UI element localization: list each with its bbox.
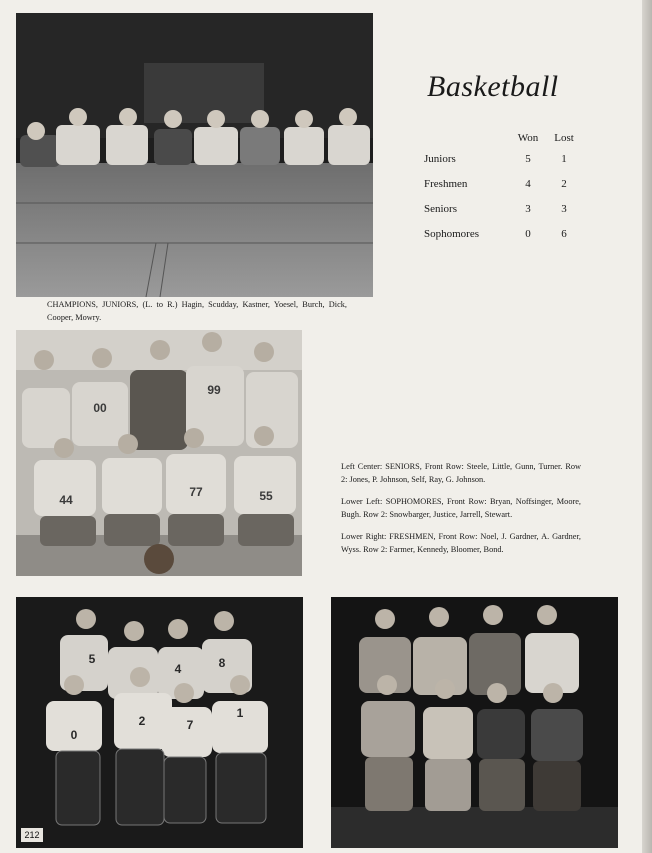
table-row [424,196,582,221]
freshmen-caption: Lower Right: FRESHMEN, Front Row: Noel, J. Gardner, A. Gardner, Wyss. Row 2: Farmer, Kennedy, Bloomer, Bond. [341,532,581,554]
page-title: Basketball [427,70,559,103]
team-name: Seniors [424,202,457,215]
jersey-number: 77 [189,485,203,499]
won-header: Won [517,132,539,144]
team-name: Juniors [424,152,456,165]
page-edge [642,0,652,853]
page-number: 212 [21,828,43,842]
sophomores-caption: Lower Left: SOPHOMORES, Front Row: Bryan, Noffsinger, Moore, Bugh. Row 2: Snowbarger, Justice, Jarrell, Stewart. [341,497,581,519]
jersey-number: 7 [186,718,194,732]
standings-table [424,130,582,246]
jersey-number: 55 [259,489,273,503]
jersey-number: 8 [218,656,226,670]
won-value: 0 [525,227,531,240]
sophomores-team-photo [16,597,303,848]
jersey-number: 00 [93,401,107,415]
team-name: Freshmen [424,177,468,190]
jersey-number: 99 [207,383,221,397]
jersey-number: 44 [59,493,73,507]
juniors-team-photo [16,13,373,297]
jersey-number: 0 [70,728,78,742]
table-row [424,171,582,196]
jersey-number: 5 [88,652,96,666]
won-value: 5 [525,152,531,165]
table-row [424,221,582,246]
table-row [424,146,582,171]
lost-value: 2 [561,177,567,190]
jersey-number: 1 [236,706,244,720]
seniors-caption: Left Center: SENIORS, Front Row: Steele, Little, Gunn, Turner. Row 2: Jones, P. Johnson, Self, Ray, G. Johnson. [341,462,581,484]
seniors-team-photo [16,330,302,576]
team-name: Sophomores [424,227,479,240]
lost-header: Lost [554,132,574,144]
won-value: 4 [525,177,531,190]
lost-value: 1 [561,152,567,165]
standings-header-row [424,130,582,146]
jersey-number: 2 [138,714,146,728]
lost-value: 6 [561,227,567,240]
team-header [424,130,510,146]
won-value: 3 [525,202,531,215]
jersey-number: 4 [174,662,182,676]
lost-value: 3 [561,202,567,215]
freshmen-team-photo [331,597,618,848]
juniors-caption: CHAMPIONS, JUNIORS, (L. to R.) Hagin, Scudday, Kastner, Yoesel, Burch, Dick, Cooper, Mowry. [47,300,347,322]
